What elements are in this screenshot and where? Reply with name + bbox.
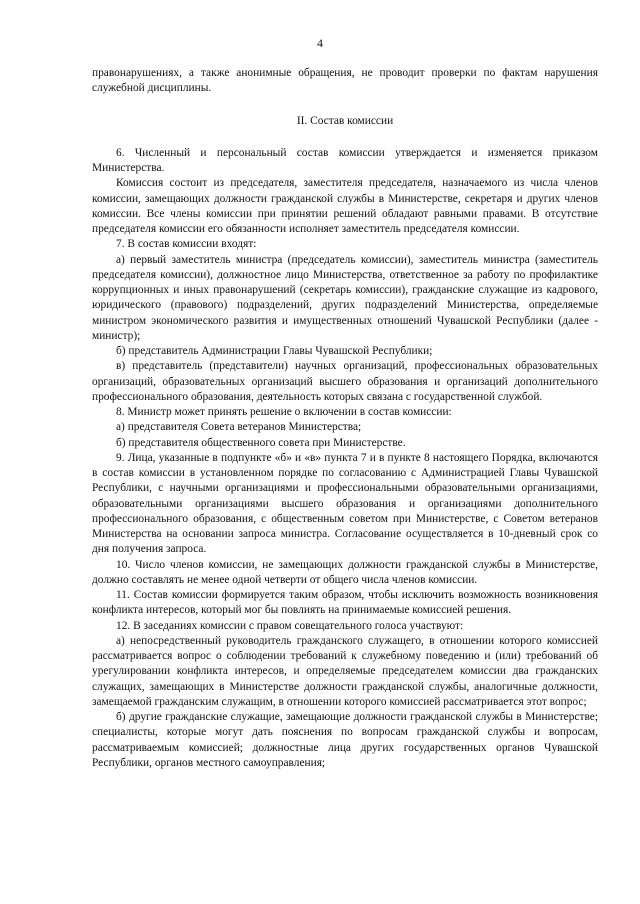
paragraph-10: 10. Число членов комиссии, не замещающих должности гражданской службы в Министерстве, должно составлять не менее одной четверти от общего числа членов комиссии. [92, 558, 598, 586]
paragraph-12b: б) другие гражданские служащие, замещающие должности гражданской службы в Министерстве; специалисты, которые могут дать пояснения по вопросам гражданской службы и вопросам, рассматриваемым комиссией; должностные лица других государственных органов Чувашской Республики, органов местного самоуправления; [92, 711, 598, 769]
page-number: 4 [317, 36, 323, 50]
paragraph-7: 7. В состав комиссии входят: [116, 238, 257, 251]
paragraph-12: 12. В заседаниях комиссии с правом совещательного голоса участвуют: [116, 619, 464, 632]
paragraph-7a: а) первый заместитель министра (председатель комиссии), заместитель министра (заместитель председателя комиссии), должностное лицо Министерства, ответственное за работу по профилактике коррупционных и иных правонарушений (секретарь комиссии), гражданские служащие из кадрового, юридического (правового) подразделений, других подразделений Министерства, определяемые министром экономического развития и имущественных отношений Чувашской Республики (далее - министр); [92, 253, 598, 342]
document-body [92, 66, 598, 771]
paragraph-12a: а) непосредственный руководитель гражданского служащего, в отношении которого комиссией рассматривается вопрос о соблюдении требований к служебному поведению и (или) требований об урегулировании конфликта интересов, и определяемые председателем комиссии два гражданских служащих, замещающих в Министерстве должности гражданской службы, аналогичные должности, замещаемой гражданским служащим, в отношении которого комиссией рассматривается этот вопрос; [92, 634, 598, 708]
paragraph-7b: б) представитель Администрации Главы Чувашской Республики; [116, 345, 433, 357]
paragraph-11: 11. Состав комиссии формируется таким образом, чтобы исключить возможность возникновения конфликта интересов, который мог бы повлиять на принимаемые комиссией решения. [92, 589, 598, 617]
paragraph-8: 8. Министр может принять решение о включении в состав комиссии: [116, 406, 452, 418]
continuation-paragraph: правонарушениях, а также анонимные обращения, не проводит проверки по фактам нарушения служебной дисциплины. [92, 67, 598, 95]
paragraph-commission-composition: Комиссия состоит из председателя, заместителя председателя, назначаемого из числа членов комиссии, замещающих должности гражданской службы в Министерстве, секретаря и других членов комиссии. Все члены комиссии при принятии решений обладают равными правами. В отсутствие председателя комиссии его обязанности исполняет заместитель председателя комиссии. [92, 177, 598, 235]
paragraph-6: 6. Численный и персональный состав комиссии утверждается и изменяется приказом Министерства. [92, 146, 598, 174]
paragraph-9: 9. Лица, указанные в подпункте «б» и «в» пункта 7 и в пункте 8 настоящего Порядка, включаются в состав комиссии в установленном порядке по согласованию с Администрацией Главы Чувашской Республики, с научными организациями и профессиональными образовательными организациями, образовательными организациями высшего образования и организациями дополнительного профессионального образования, с общественным советом при Министерстве, с Советом ветеранов Министерства на основании запроса министра. Согласование осуществляется в 10-дневный срок со дня получения запроса. [92, 451, 598, 556]
paragraph-8b: б) представителя общественного совета при Министерстве. [116, 436, 406, 449]
paragraph-8a: а) представителя Совета ветеранов Министерства; [116, 421, 362, 434]
section-heading: II. Состав комиссии [296, 114, 394, 127]
paragraph-7v: в) представитель (представители) научных организаций, профессиональных образовательных организаций, образовательных организаций высшего образования и организаций дополнительного профессионального образования, деятельность которых связана с государственной службой. [92, 360, 598, 403]
